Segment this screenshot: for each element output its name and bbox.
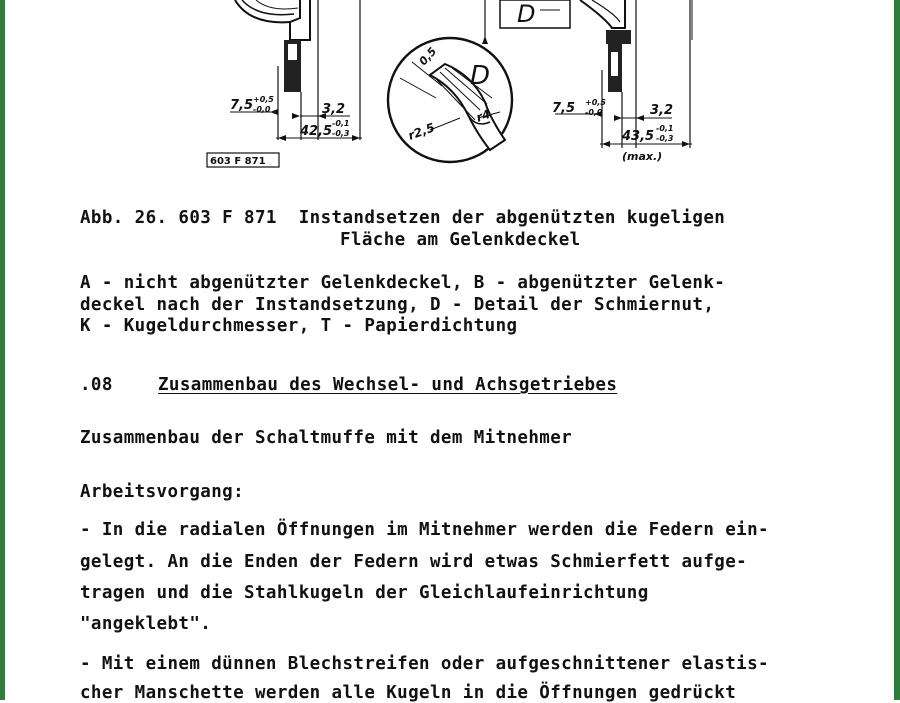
procedure-label: Arbeitsvorgang: — [80, 482, 245, 502]
detail-dim-0-5: 0,5 — [416, 44, 440, 69]
para1-line-3: tragen und die Stahlkugeln der Gleichlaufeinrichtung — [80, 583, 649, 603]
left-dim-3-2: 3,2 — [322, 102, 346, 117]
subheading: Zusammenbau der Schaltmuffe mit dem Mitnehmer — [80, 428, 573, 448]
para2-line-2: cher Manschette werden alle Kugeln in die Öffnungen gedrückt — [80, 683, 737, 703]
detail-d-circle — [388, 38, 512, 162]
section-number: .08 — [80, 375, 113, 395]
left-dim-7-5-tol-top: +0,5 — [253, 95, 274, 104]
right-dim-max: (max.) — [622, 150, 663, 163]
legend-line-1: A - nicht abgenützter Gelenkdeckel, B - abgenützter Gelenk- — [80, 273, 726, 293]
right-dim-7-5: 7,5 — [552, 101, 576, 116]
right-dim-7-5-tol-top: +0,5 — [585, 98, 606, 107]
left-dim-42-5: 42,5 — [300, 124, 333, 139]
right-dim-43-5-tol-top: -0,1 — [656, 124, 674, 133]
right-dim-3-2: 3,2 — [650, 103, 674, 118]
para1-line-2: gelegt. An die Enden der Federn wird etwas Schmierfett aufge- — [80, 552, 748, 572]
technical-drawing — [0, 0, 900, 200]
para1-line-1: - In die radialen Öffnungen im Mitnehmer werden die Federn ein- — [80, 520, 769, 540]
left-dim-42-5-tol-bot: -0,3 — [332, 129, 350, 138]
figure-caption-line-1: Abb. 26. 603 F 871 Instandsetzen der abgenützten kugeligen — [80, 208, 726, 228]
legend-line-2: deckel nach der Instandsetzung, D - Detail der Schmiernut, — [80, 295, 715, 315]
left-dim-7-5: 7,5 — [230, 98, 254, 113]
figure-caption-line-2: Fläche am Gelenkdeckel — [340, 230, 581, 250]
para1-line-4: "angeklebt". — [80, 614, 212, 634]
left-dim-42-5-tol-top: -0,1 — [332, 119, 350, 128]
right-dim-43-5: 43,5 — [622, 129, 655, 144]
left-dim-7-5-tol-bot: -0,0 — [253, 105, 271, 114]
right-label-d: D — [517, 0, 536, 28]
section-title: Zusammenbau des Wechsel- und Achsgetriebes — [158, 375, 618, 395]
detail-title: D — [470, 61, 491, 91]
legend-line-3: K - Kugeldurchmesser, T - Papierdichtung — [80, 316, 518, 336]
detail-radius-2-5: r2,5 — [406, 120, 437, 143]
figure-number-stamp-text: 603 F 871 — [210, 156, 266, 167]
detail-radius-4: r4 — [474, 106, 493, 125]
right-dim-43-5-tol-bot: -0,3 — [656, 134, 674, 143]
para2-line-1: - Mit einem dünnen Blechstreifen oder aufgeschnittener elastis- — [80, 654, 769, 674]
right-dim-7-5-tol-bot: -0,0 — [585, 108, 603, 117]
